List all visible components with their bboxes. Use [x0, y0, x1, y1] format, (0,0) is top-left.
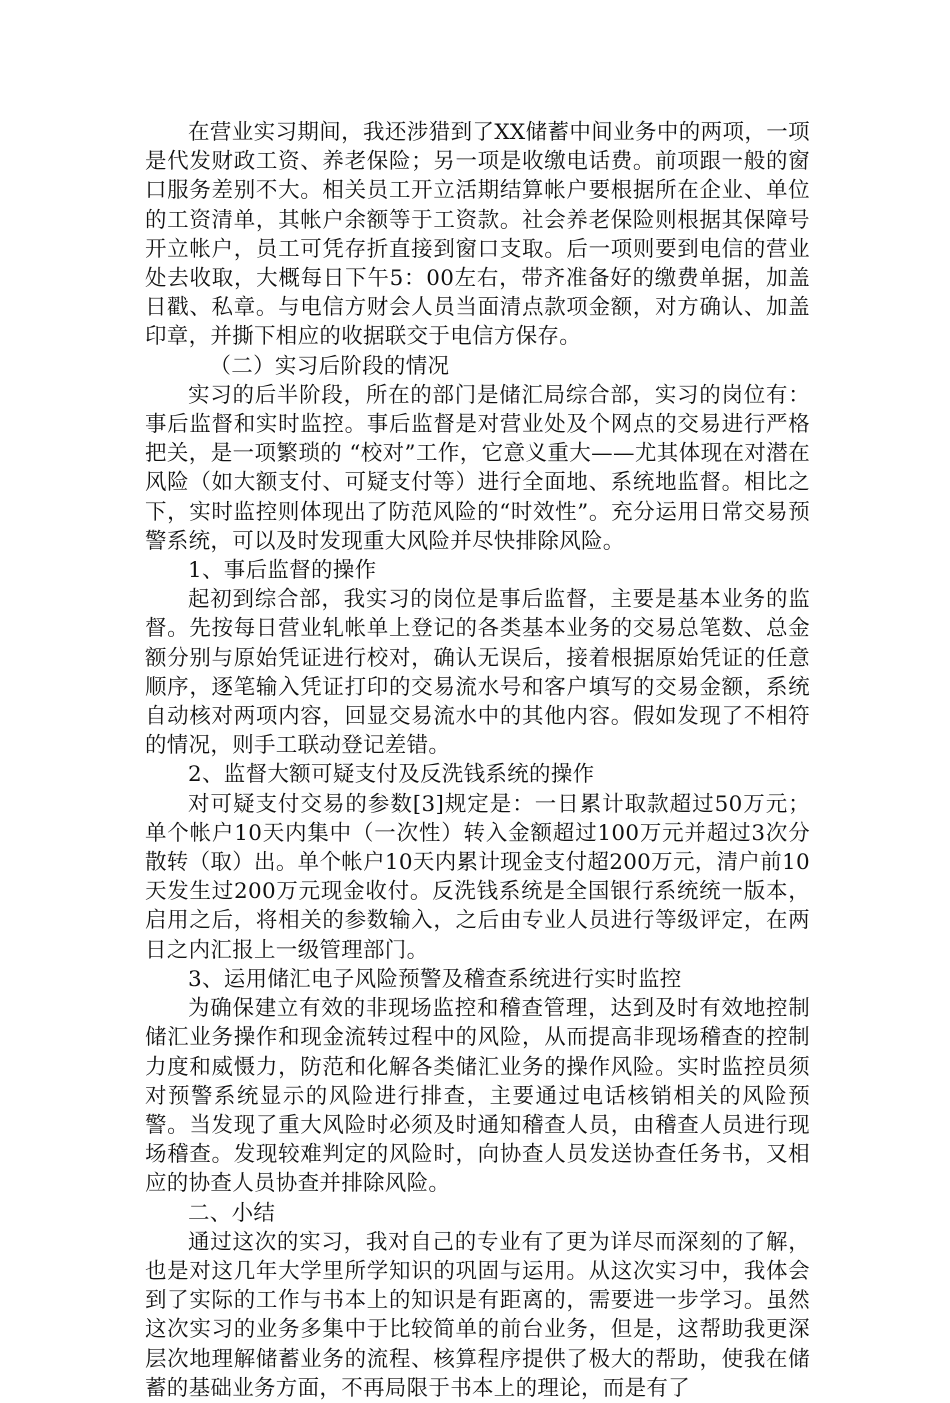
paragraph-suspicious-payment: 对可疑支付交易的参数[3]规定是：一日累计取款超过50万元；单个帐户10天内集中（一次性）转入金额超过100万元并超过3次分散转（取）出。单个帐户10天内累计现金支付超200万元，清户前10天发生过200万元现金收付。反洗钱系统是全国银行系统统一版本，启用之后，将相关的参数输入，之后由专业人员进行等级评定，在两日之内汇报上一级管理部门。 — [145, 791, 810, 963]
document-body — [145, 118, 810, 1403]
paragraph-realtime-monitoring: 为确保建立有效的非现场监控和稽查管理，达到及时有效地控制储汇业务操作和现金流转过程中的风险，从而提高非现场稽查的控制力度和威慑力，防范和化解各类储汇业务的操作风险。实时监控员须对预警系统显示的风险进行排查，主要通过电话核销相关的风险预警。当发现了重大风险时必须及时通知稽查人员，由稽查人员进行现场稽查。发现较难判定的风险时，向协查人员发送协查任务书，又相应的协查人员协查并排除风险。 — [145, 996, 810, 1197]
paragraph-later-stage: 实习的后半阶段，所在的部门是储汇局综合部，实习的岗位有：事后监督和实时监控。事后监督是对营业处及个网点的交易进行严格把关，是一项繁琐的 “校对”工作，它意义重大——尤其体现在对潜在风险（如大额支付、可疑支付等）进行全面地、系统地监督。相比之下，实时监控则体现出了防范风险的“时效性”。充分运用日常交易预警系统，可以及时发现重大风险并尽快排除风险。 — [145, 382, 810, 554]
section-heading-summary: 二、小结 — [188, 1200, 276, 1226]
subheading-realtime-monitoring: 3、运用储汇电子风险预警及稽查系统进行实时监控 — [188, 966, 682, 992]
paragraph-summary: 通过这次的实习，我对自己的专业有了更为详尽而深刻的了解，也是对这几年大学里所学知识的巩固与运用。从这次实习中，我体会到了实际的工作与书本上的知识是有距离的，需要进一步学习。虽然这次实习的业务多集中于比较简单的前台业务，但是，这帮助我更深层次地理解储蓄业务的流程、核算程序提供了极大的帮助，使我在储蓄的基础业务方面，不再局限于书本上的理论，而是有了 — [145, 1229, 810, 1401]
paragraph-intermediate-business: 在营业实习期间，我还涉猎到了XX储蓄中间业务中的两项，一项是代发财政工资、养老保险；另一项是收缴电话费。前项跟一般的窗口服务差别不大。相关员工开立活期结算帐户要根据所在企业、单位的工资清单，其帐户余额等于工资款。社会养老保险则根据其保障号开立帐户，员工可凭存折直接到窗口支取。后一项则要到电信的营业处去收取，大概每日下午5：00左右，带齐准备好的缴费单据，加盖日戳、私章。与电信方财会人员当面清点款项金额，对方确认、加盖印章，并撕下相应的收据联交于电信方保存。 — [145, 120, 810, 350]
subheading-suspicious-payment: 2、监督大额可疑支付及反洗钱系统的操作 — [188, 762, 595, 788]
section-heading-later-stage: （二）实习后阶段的情况 — [209, 353, 450, 379]
paragraph-post-supervision: 起初到综合部，我实习的岗位是事后监督，主要是基本业务的监督。先按每日营业轧帐单上登记的各类基本业务的交易总笔数、总金额分别与原始凭证进行校对，确认无误后，接着根据原始凭证的任意顺序，逐笔输入凭证打印的交易流水号和客户填写的交易金额，系统自动核对两项内容，回显交易流水中的其他内容。假如发现了不相符的情况，则手工联动登记差错。 — [145, 587, 810, 759]
subheading-post-supervision: 1、事后监督的操作 — [188, 558, 377, 584]
